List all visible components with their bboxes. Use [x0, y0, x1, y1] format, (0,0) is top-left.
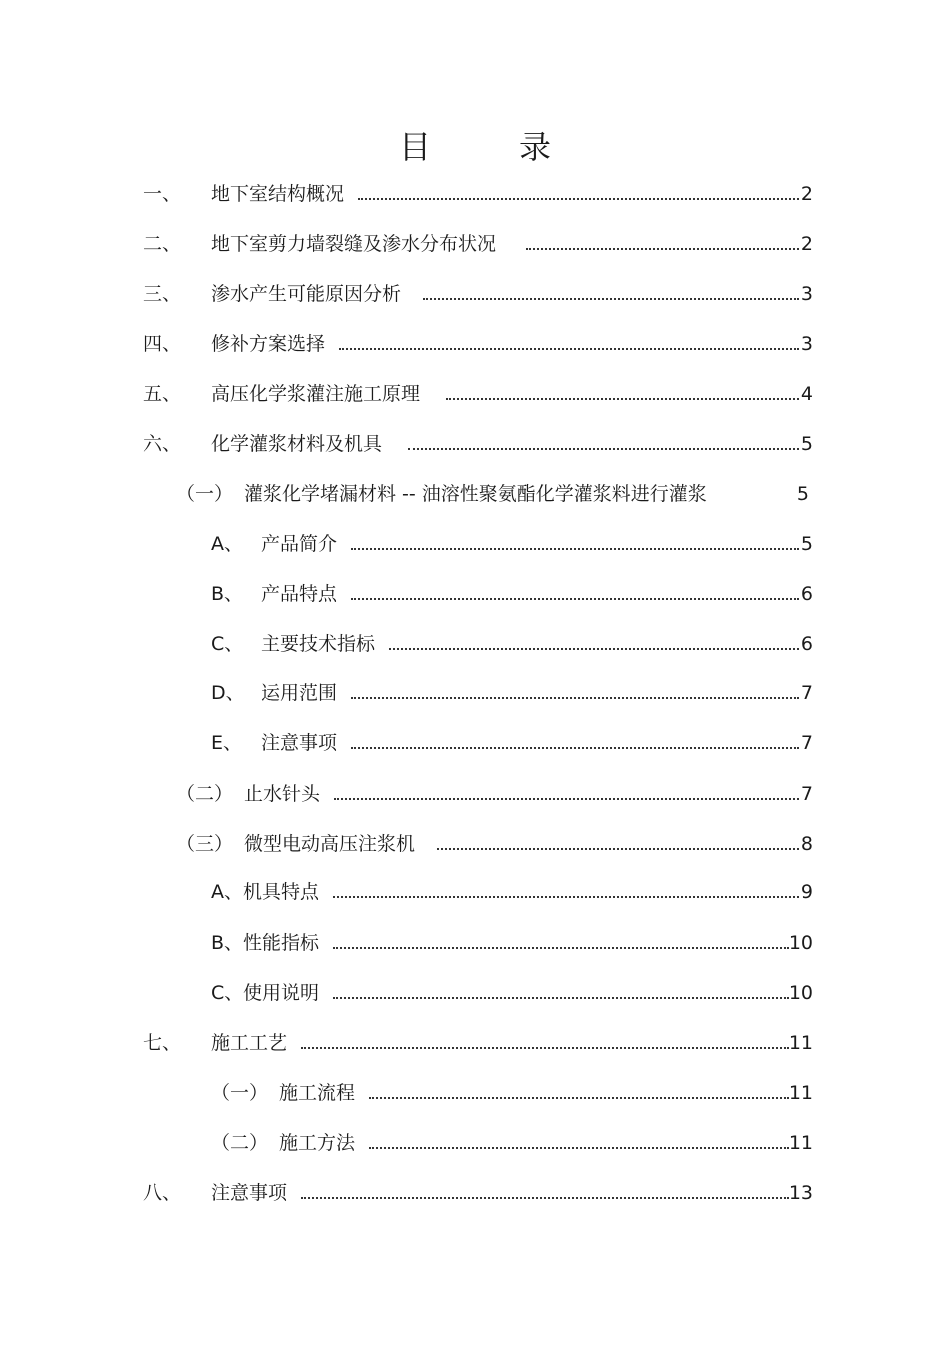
dot-leader: [389, 647, 799, 650]
toc-entry-page: 3: [800, 283, 813, 305]
toc-entry-label: 注意事项: [211, 1182, 288, 1204]
toc-entry[interactable]: [211, 975, 813, 1005]
dot-leader: [358, 197, 799, 200]
toc-entry-label: 化学灌浆材料及机具: [211, 433, 383, 455]
toc-entry[interactable]: [211, 675, 813, 705]
toc-entry[interactable]: [143, 176, 813, 206]
dot-leader: [437, 847, 799, 850]
toc-entry-label: 使用说明: [243, 982, 320, 1004]
dot-leader: [526, 247, 799, 250]
toc-entry-number: A、: [211, 533, 243, 555]
toc-entry-page: 7: [800, 682, 813, 704]
toc-entry-page: 11: [788, 1032, 813, 1054]
dot-leader: [351, 746, 799, 749]
toc-entry-page: 8: [800, 833, 813, 855]
dot-leader: [369, 1146, 789, 1149]
toc-entry-label: 地下室结构概况: [211, 183, 345, 205]
toc-entry[interactable]: [143, 326, 813, 356]
dot-leader: [333, 895, 799, 898]
toc-entry[interactable]: [143, 376, 813, 406]
toc-entry-number: 四、: [143, 333, 182, 355]
dot-leader: [423, 297, 799, 300]
dot-leader: [301, 1196, 789, 1199]
toc-entry[interactable]: [211, 626, 813, 656]
toc-entry-page: 2: [800, 183, 813, 205]
toc-entry-number: 五、: [143, 383, 182, 405]
toc-entry-label: 产品特点: [261, 583, 338, 605]
toc-entry[interactable]: [211, 874, 813, 904]
toc-entry-label: 性能指标: [243, 932, 320, 954]
dot-leader: [369, 1096, 789, 1099]
dot-leader: [351, 597, 799, 600]
toc-entry[interactable]: [211, 725, 813, 755]
dot-leader: [351, 547, 799, 550]
toc-entry-label: 施工流程: [279, 1082, 356, 1104]
toc-entry-label: 主要技术指标: [261, 633, 376, 655]
toc-entry-label: 修补方案选择: [211, 333, 326, 355]
toc-entry-number: E、: [211, 732, 243, 754]
toc-entry-page: 9: [800, 881, 813, 903]
toc-entry-page: 11: [788, 1082, 813, 1104]
toc-entry-page: 4: [800, 383, 813, 405]
toc-entry[interactable]: [211, 925, 813, 955]
toc-entry[interactable]: [143, 1175, 813, 1205]
toc-entry-label: 产品简介: [261, 533, 338, 555]
toc-entry-number: 八、: [143, 1182, 182, 1204]
toc-entry[interactable]: [176, 476, 809, 506]
dot-leader: [339, 347, 799, 350]
toc-entry-page: 10: [788, 932, 813, 954]
toc-entry-number: D、: [211, 682, 245, 704]
toc-entry-number: A、: [211, 881, 243, 903]
toc-entry-label: 注意事项: [261, 732, 338, 754]
toc-entry-number: （一）: [211, 1082, 269, 1104]
toc-entry-number: 二、: [143, 233, 182, 255]
toc-entry-label: 运用范围: [261, 682, 338, 704]
toc-entry[interactable]: [211, 526, 813, 556]
toc-entry-page: 5: [800, 533, 813, 555]
toc-entry-number: 七、: [143, 1032, 182, 1054]
toc-entry-number: （一）: [176, 483, 234, 505]
toc-entry[interactable]: [143, 426, 813, 456]
toc-entry-label: 机具特点: [243, 881, 320, 903]
toc-entry-page: 2: [800, 233, 813, 255]
toc-entry-number: B、: [211, 583, 244, 605]
toc-title: [0, 122, 950, 168]
toc-entry-label: 施工工艺: [211, 1032, 288, 1054]
dot-leader: [301, 1046, 789, 1049]
toc-entry-number: 六、: [143, 433, 182, 455]
toc-entry[interactable]: [143, 276, 813, 306]
toc-entry[interactable]: [176, 826, 813, 856]
toc-entry-page: 13: [788, 1182, 813, 1204]
toc-entry[interactable]: [176, 776, 813, 806]
toc-entry-number: （二）: [176, 783, 234, 805]
toc-entry-page: 5: [796, 483, 809, 505]
dot-leader: [351, 696, 799, 699]
toc-entry-page: 5: [800, 433, 813, 455]
toc-entry-page: 6: [800, 633, 813, 655]
dot-leader: [446, 397, 799, 400]
dot-leader: [334, 797, 799, 800]
toc-entry-page: 7: [800, 783, 813, 805]
toc-entry-label: 地下室剪力墙裂缝及渗水分布状况: [211, 233, 497, 255]
toc-entry[interactable]: [143, 226, 813, 256]
toc-entry-number: B、: [211, 932, 244, 954]
toc-title-char-2: 录: [519, 128, 552, 166]
toc-entry[interactable]: [211, 1075, 813, 1105]
toc-entry-number: （三）: [176, 833, 234, 855]
toc-entry-number: C、: [211, 982, 244, 1004]
toc-entry[interactable]: [211, 576, 813, 606]
dot-leader: [333, 996, 789, 999]
toc-entry-label: 施工方法: [279, 1132, 356, 1154]
toc-entry-label: 灌浆化学堵漏材料 -- 油溶性聚氨酯化学灌浆料进行灌浆: [244, 483, 707, 505]
toc-entry-number: （二）: [211, 1132, 269, 1154]
toc-entry-page: 3: [800, 333, 813, 355]
dot-leader: [408, 447, 799, 450]
toc-title-char-1: 目: [398, 128, 431, 166]
toc-entry-label: 高压化学浆灌注施工原理: [211, 383, 421, 405]
toc-entry-label: 渗水产生可能原因分析: [211, 283, 402, 305]
toc-entry-label: 微型电动高压注浆机: [244, 833, 416, 855]
dot-leader: [717, 497, 795, 500]
toc-entry-number: 三、: [143, 283, 182, 305]
dot-leader: [333, 946, 789, 949]
toc-entry-number: C、: [211, 633, 244, 655]
toc-entry-page: 7: [800, 732, 813, 754]
toc-entry-page: 10: [788, 982, 813, 1004]
toc-entry-number: 一、: [143, 183, 182, 205]
toc-entry-label: 止水针头: [244, 783, 321, 805]
toc-entry-page: 6: [800, 583, 813, 605]
toc-entry[interactable]: [211, 1125, 813, 1155]
toc-entry[interactable]: [143, 1025, 813, 1055]
toc-entry-page: 11: [788, 1132, 813, 1154]
